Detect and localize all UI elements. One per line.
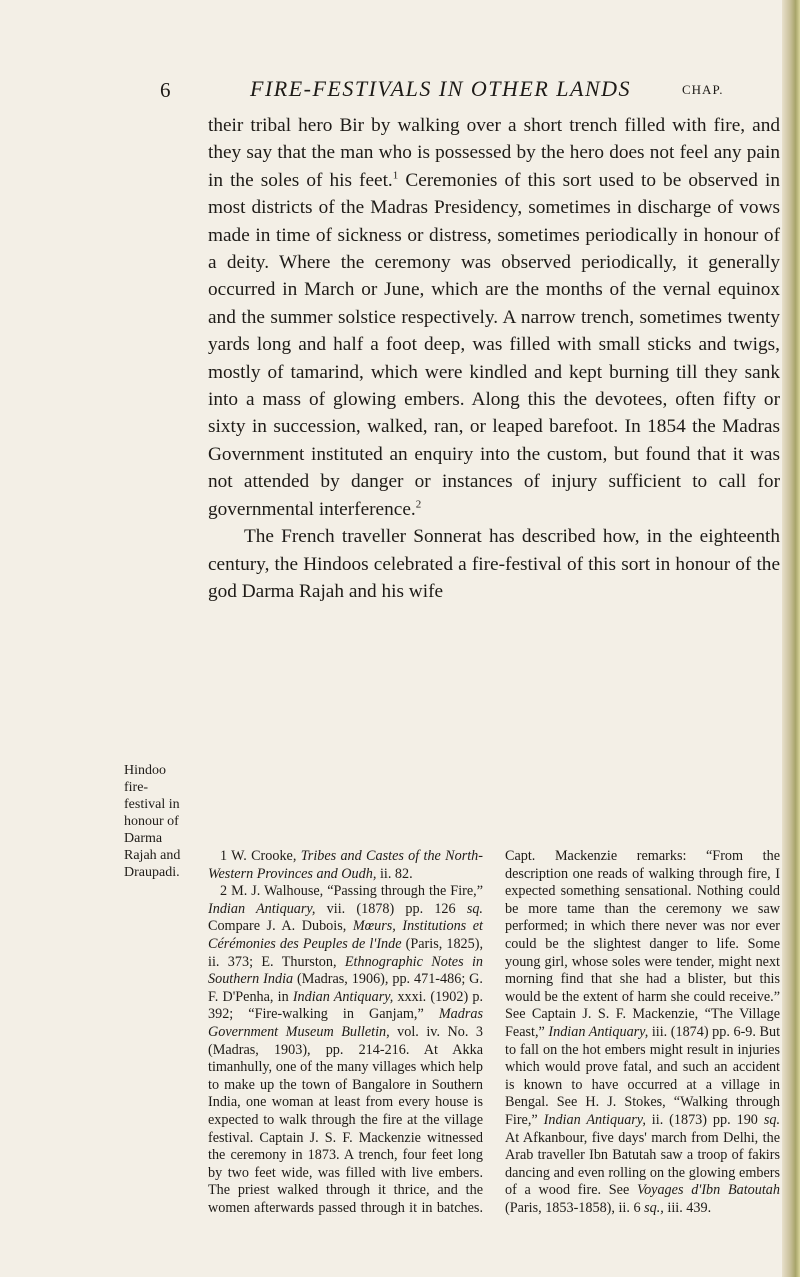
footnote-ref-2: 2 (415, 498, 422, 511)
footnotes (208, 848, 780, 1228)
margin-note-line: Rajah and (124, 848, 181, 863)
margin-note-line: Draupadi. (124, 865, 180, 880)
footnote-ref-1: 1 (392, 169, 399, 182)
body-text (208, 112, 780, 605)
footnote-1: 1 W. Crooke, Tribes and Castes of the North-Western Provinces and Oudh, ii. 82. (208, 848, 483, 882)
page-header (0, 76, 800, 112)
margin-note-line: festival in (124, 797, 180, 812)
margin-note-line: honour of (124, 814, 179, 829)
margin-note-line: Hindoo (124, 763, 166, 778)
running-title: FIRE-FESTIVALS IN OTHER LANDS (250, 76, 632, 101)
margin-note (124, 762, 204, 881)
chapter-label: CHAP. (682, 82, 724, 97)
footnote-2: 2 M. J. Walhouse, “Passing through the Fire,” Indian Antiquary, vii. (1878) pp. 126 sq. Compare J. A. Dubois, Mœurs, Institutions et Cérémonies des Peuples de l'Inde (Paris, 1825), ii. 373; E. Thurston, Ethnographic Notes in Southern India (Madras, 1906), pp. 471-486; G. F. D'Penha, in Indian Antiquary, xxxi. (1902) p. 392; “Fire-walking in Ganjam,” Madras Government Museum Bulletin, vol. iv. No. 3 (Madras, 1903), pp. 214-216. At Akka timanhully, one of the many villages which help to make up the town of Bangalore in Southern India, one woman at least from every house is expected to walk through the fire at the village festival. Captain J. S. F. Mackenzie witnessed the ceremony in 1873. A trench, four feet long by two feet wide, was filled with live embers. The priest walked through it thrice, and the women afterwards passed through it in batches. Capt. Mackenzie remarks: “From the description one reads of walking through fire, I expected something sensational. Nothing could be more tame than the ceremony we saw performed; in which there never was nor ever could be the slightest danger to life. Some young girl, whose soles were tender, might next morning find that she had a blister, but this would be the extent of harm she could receive.” See Captain J. S. F. Mackenzie, “The Village Feast,” Indian Antiquary, iii. (1874) pp. 6-9. But to fall on the hot embers might result in injuries which would prove fatal, and such an accident is known to have occurred at a village in Bengal. See H. J. Stokes, “Walking through Fire,” Indian Antiquary, ii. (1873) pp. 190 sq. At Afkanbour, five days' march from Delhi, the Arab traveller Ibn Batutah saw a troop of fakirs dancing and even rolling on the glowing embers of a wood fire. See Voyages d'Ibn Batoutah (Paris, 1853-1858), ii. 6 sq., iii. 439. (208, 848, 781, 1216)
page-edge (782, 0, 800, 1277)
margin-note-line: Darma (124, 831, 163, 846)
margin-note-line: fire- (124, 780, 149, 795)
page-number: 6 (160, 78, 171, 102)
paragraph-2: The French traveller Sonnerat has described how, in the eighteenth century, the Hindoos celebrated a fire-festival of this sort in honour of the god Darma Rajah and his wife (208, 526, 780, 602)
paragraph-1: their tribal hero Bir by walking over a short trench filled with fire, and they say that the man who is possessed by the hero does not feel any pain in the soles of his feet.$^1$ Ceremonies of this sort used to be observed in most districts of the Madras Presidency, sometimes in discharge of vows made in time of sickness or distress, sometimes periodically in honour of a deity. Where the ceremony was observed periodically, it generally occurred in March or June, which are the months of the vernal equinox and the summer solstice respectively. A narrow trench, sometimes twenty yards long and half a foot deep, was filled with small sticks and twigs, mostly of tamarind, which were kindled and kept burning till they sank into a mass of glowing embers. Along this the devotees, often fifty or sixty in succession, walked, ran, or leaped barefoot. In 1854 the Madras Government instituted an enquiry into the custom, but found that it was not attended by danger or instances of injury sufficient to call for governmental interference.$^2$ (208, 115, 780, 520)
